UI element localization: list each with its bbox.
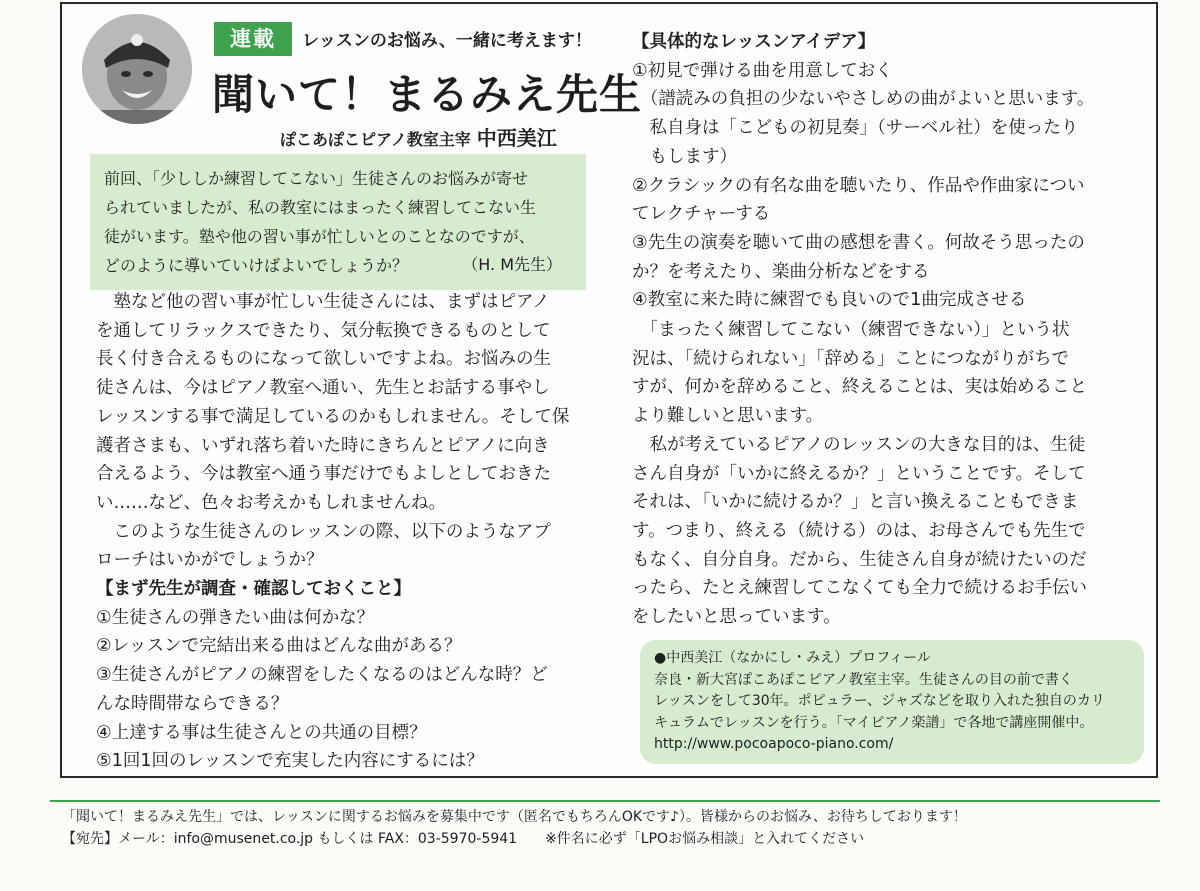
body-line: す。つまり、終える（続ける）のは、お母さんでも先生で	[632, 520, 1086, 541]
body-line: 私が考えているピアノのレッスンの大きな目的は、生徒	[632, 434, 1086, 455]
footer-divider	[50, 800, 1160, 802]
list-item: ②クラシックの有名な曲を聴いたり、作品や作曲家につい	[632, 175, 1085, 196]
footer-line: 「聞いて！まるみえ先生」では、レッスンに関するお悩みを募集中です（匿名でもちろんOKです♪）。皆様からのお悩み、お待ちしております！	[62, 809, 967, 825]
body-line: さん自身が「いかに終えるか？」ということです。そして	[632, 463, 1086, 484]
list-item: か？を考えたり、楽曲分析などをする	[632, 261, 930, 282]
body-line: レッスンする事で満足しているのかもしれません。そして保	[96, 406, 570, 427]
list-item: ③先生の演奏を聴いて曲の感想を書く。何故そう思ったの	[632, 232, 1085, 253]
author-portrait-icon	[82, 14, 192, 124]
section-heading: 【まず先生が調査・確認しておくこと】	[96, 579, 411, 600]
body-line: もなく、自分自身。だから、生徒さん自身が続けたいのだ	[632, 549, 1087, 570]
question-signature: （H. M先生）	[462, 255, 562, 274]
list-item: （譜読みの負担の少ないやさしめの曲がよいと思います。	[632, 89, 1095, 110]
byline	[280, 122, 557, 151]
body-line: ローチはいかがでしょうか？	[96, 550, 324, 571]
list-item: 私自身は「こどもの初見奏」（サーベル社）を使ったり	[632, 118, 1079, 139]
list-item: ②レッスンで完結出来る曲はどんな曲がある？	[96, 636, 462, 657]
right-column-body	[632, 316, 1087, 632]
question-line: どのように導いていけばよいでしょうか？	[104, 256, 409, 275]
list-item: ⑤1回1回のレッスンで充実した内容にするには？	[96, 751, 484, 772]
body-line: を通してリラックスできたり、気分転換できるものとして	[96, 320, 551, 341]
list-item: ④教室に来た時に練習でも良いので1曲完成させる	[632, 290, 1027, 311]
profile-line: 奈良・新大宮ぽこあぽこピアノ教室主宰。生徒さんの目の前で書く	[654, 671, 1073, 688]
list-item: ④上達する事は生徒さんとの共通の目標？	[96, 722, 427, 743]
list-item: もします）	[632, 146, 737, 167]
body-line: をしたいと思っています。	[632, 607, 841, 628]
list-item: ①初見で弾ける曲を用意しておく	[632, 60, 893, 81]
body-line: 合えるよう、今は教室へ通う事だけでもよしとしておきた	[96, 464, 551, 485]
body-line: 「まったく練習してこない（練習できない）」という状	[632, 320, 1070, 340]
list-item: ③生徒さんがピアノの練習をしたくなるのはどんな時？ど	[96, 665, 548, 686]
list-item: んな時間帯ならできる？	[96, 693, 289, 714]
profile-heading: ●中西美江（なかにし・みえ）プロフィール	[654, 650, 931, 666]
article-title: 聞いて！まるみえ先生	[212, 70, 643, 119]
profile-url[interactable]: http://www.pocoapoco-piano.com/	[654, 736, 894, 752]
body-line: それは、「いかに続けるか？」と言い換えることもできま	[632, 492, 1079, 513]
question-line: 前回、「少ししか練習してこない」生徒さんのお悩みが寄せ	[104, 169, 529, 188]
profile-line: レッスンをして30年。ポピュラー、ジャズなどを取り入れた独自のカリ	[654, 693, 1105, 709]
left-column	[96, 288, 569, 776]
body-line: ったら、たとえ練習してこなくても全力で続けるお手伝い	[632, 578, 1087, 599]
series-tag: 連載	[214, 22, 292, 56]
series-tagline: レッスンのお悩み、一緒に考えます！	[302, 31, 592, 51]
list-item: ①生徒さんの弾きたい曲は何かな？	[96, 607, 375, 628]
question-line: られていましたが、私の教室にはまったく練習してこない生	[104, 198, 537, 217]
author-photo	[82, 14, 192, 124]
author-role: ぽこあぽこピアノ教室主宰	[280, 130, 471, 149]
author-profile-box	[640, 640, 1144, 764]
section-heading: 【具体的なレッスンアイデア】	[632, 32, 876, 52]
body-line: 況は、「続けられない」「辞める」ことにつながりがちで	[632, 348, 1069, 369]
right-column-ideas	[632, 28, 1094, 315]
body-line: すが、何かを辞めること、終えることは、実は始めること	[632, 377, 1087, 398]
body-line: 護者さまも、いずれ落ち着いた時にきちんとピアノに向き	[96, 435, 550, 456]
body-line: 徒さんは、今はピアノ教室へ通い、先生とお話する事やし	[96, 378, 550, 399]
author-name: 中西美江	[476, 126, 557, 150]
body-line: い……など、色々お考えかもしれませんね。	[96, 492, 446, 513]
body-line: より難しいと思います。	[632, 406, 824, 427]
body-line: 長く付き合えるものになって欲しいですよね。お悩みの生	[96, 349, 551, 370]
question-line: 徒がいます。塾や他の習い事が忙しいとのことなのですが、	[104, 227, 535, 246]
reader-question	[90, 154, 586, 290]
profile-line: キュラムでレッスンを行う。「マイピアノ楽譜」で各地で講座開催中。	[654, 714, 1094, 731]
body-line: 塾など他の習い事が忙しい生徒さんには、まずはピアノ	[96, 292, 550, 312]
footer-notice	[62, 806, 967, 850]
footer-contact: 【宛先】メール：info@musenet.co.jp もしくは FAX：03-5970-5941 ※件名に必ず「LPOお悩み相談」と入れてください	[62, 831, 865, 847]
list-item: てレクチャーする	[632, 204, 771, 225]
body-line: このような生徒さんのレッスンの際、以下のようなアプ	[96, 521, 551, 542]
